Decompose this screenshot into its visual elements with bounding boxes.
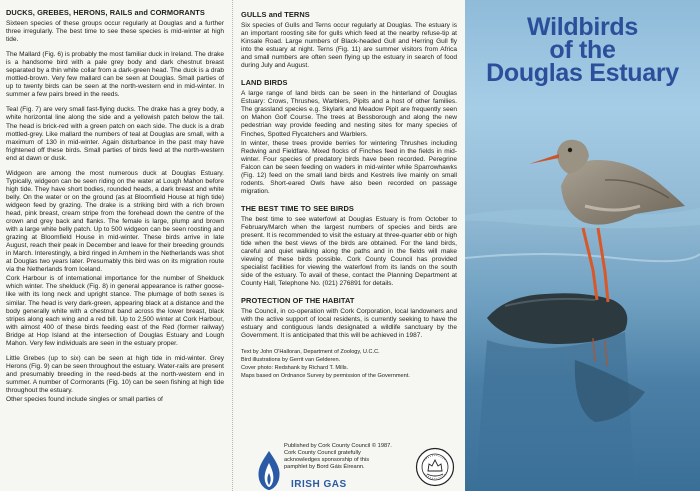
credit-text-author: Text by John O'Halloran, Department of Zoology, U.C.C. [241, 348, 380, 355]
paragraph-other-species: Other species found include singles or small parties of [6, 396, 163, 404]
paragraph-teal: Teal (Fig. 7) are very small fast-flying ducks. The drake has a grey body, a white horizontal line along the side and a yellowish patch below the tail. The head is brick-red with a green patch on each side. The duck is a drab mottled-grey. Like mallard the numbers of teal at Douglas are small, with a maximum of 130 in mid-winter. Again disturbance in the past may have frightened off these birds. Small parties of birds feed at the north-western end at dawn or dusk. [6, 106, 224, 162]
irish-gas-flame-icon [253, 449, 285, 491]
rock-shape [487, 293, 627, 344]
credit-illustrations: Bird illustrations by Gerrit van Gelderen. [241, 356, 341, 363]
section-heading-land-birds: LAND BIRDS [241, 78, 288, 88]
credits-block [241, 349, 457, 380]
cover-panel [465, 0, 700, 491]
publisher-line: Published by Cork County Council © 1987. [284, 443, 392, 449]
paragraph-protection: The Council, in co-operation with Cork Corporation, local landowners and with the active support of local residents, is currently seeking to have the estuary and contiguous lands designated a wildlife sanctuary by the Government. It is anticipated that this will be achieved in 1987. [241, 308, 457, 340]
paragraph-gulls: Six species of Gulls and Terns occur regularly at Douglas. The estuary is an important roosting site for gulls which feed at the nearby refuse-tip at Kinsale Road. Large numbers of Black-headed Gull and Herring Gull fly into the estuary at night. Terns (Fig. 11) are summer visitors from Africa and small numbers are often seen flying up the estuary in search of food during July and August. [241, 22, 457, 70]
paragraph-widgeon: Widgeon are among the most numerous duck at Douglas Estuary. Typically, widgeon can be seen riding on the water at Lough Mahon before high tide. They have short bodies, rounded heads, a dark breast and white belly. On the water or on the ground (as at Bloomfield House at high tide) widgeon feed by grazing. The drake is a striking bird with a rich brown head, pink breast, cream stripe from the forehead down the centre of the crown and grey back and flanks. The female is large, plump and brown with a large white belly patch. Up to 500 widgeon can be seen roosting and grazing at Bloomfield House in mid-winter. These birds arrive in late August, reach their peak in December and leave for their breeding grounds in March. Interestingly, a bird ringed in Arnhem in the Netherlands was shot at Douglas two years later. Presumably this bird was on its migration route via the Netherlands from Iceland. [6, 169, 224, 274]
credit-maps: Maps based on Ordnance Survey by permission of the Government. [241, 372, 410, 379]
paragraph-land-birds-1: A large range of land birds can be seen in the hinterland of Douglas Estuary: Crows, Thrushes, Warblers, Pipits and a host of other families. The grassland species e.g. Skylark and Meadow Pipit are frequently seen on Mahon Golf Course. The trees at Bessborough and along the new pedestrian way provide feeding and nesting sites for many species of Finches, Spotted Flycatchers and Warblers. [241, 90, 457, 138]
paragraph-land-birds-2: In winter, these trees provide berries for wintering Thrushes including Redwing and Fieldfare. Mixed flocks of Finches feed in the fields in mid-winter. Four species of predatory birds have been recorded. Peregrine Falcon can be seen feeding on waders in mid-winter while Sparrowhawks (Fig. 12) feed on the small land birds and Kestrels live mainly on small rodents. Short-eared Owls have also been recorded on passage migration. [241, 139, 457, 195]
paragraph-shelduck: Cork Harbour is of international importance for the number of Shelduck which winter. The shelduck (Fig. 8) in general appearance is rather goose-like with its long neck and upright stance. The plumage of both sexes is similar. The head is very dark-green, appearing black at a distance and the body generally white with a chestnut band across the lower breast, black stripes along each wing and a red bill. Up to 2,500 winter at Cork Harbour, with almost 400 of these birds feeding east of the Red (former railway) Bridge at Hop Island at the intersection of Douglas Estuary and Lough Mahon. Very few individuals are seen in the estuary proper. [6, 275, 224, 347]
publisher-line: pamphlet by Bord Gáis Éireann. [284, 464, 365, 470]
publisher-text [284, 443, 410, 471]
paragraph-intro: Sixteen species of these groups occur regularly at Douglas and a further three irregularly. The best time to see these species is mid-winter at high tide. [6, 20, 224, 44]
cover-title-line-2: of the [549, 36, 616, 64]
paragraph-best-time: The best time to see waterfowl at Douglas Estuary is from October to February/March when the largest numbers of species and birds are present. It is recommended to visit the estuary at three-quarter ebb or high tide when the best views of the birds are obtained. For the land birds, careful and quiet walking along the paths and in the fields will make viewing of these birds possible. Cork County Council has provided specialist facilities for viewing the waterfowl from its lands on the south side of the estuary. To avail of these, contact the Planning Department at County Hall, Telephone No. (021) 276891 for details. [241, 215, 457, 288]
credit-cover-photo: Cover photo: Redshank by Richard T. Mills. [241, 364, 349, 371]
section-heading-best-time: THE BEST TIME TO SEE BIRDS [241, 203, 354, 213]
cover-title-line-3: Douglas Estuary [486, 59, 679, 87]
publisher-line: acknowledges sponsorship of this [284, 457, 370, 463]
section-heading-ducks: DUCKS, GREBES, HERONS, RAILS and CORMORANTS [6, 8, 205, 17]
publisher-block [233, 441, 465, 491]
middle-column [232, 0, 465, 491]
cover-title [465, 13, 700, 87]
cover-title-line-1: Wildbirds [527, 13, 638, 41]
section-heading-protection: PROTECTION OF THE HABITAT [241, 296, 355, 306]
irish-gas-logo: IRISH GAS [291, 479, 347, 490]
section-heading-gulls: GULLS and TERNS [241, 10, 310, 19]
cork-county-council-seal-icon [415, 447, 455, 487]
left-column [0, 0, 232, 491]
paragraph-grebes: Little Grebes (up to six) can be seen at high tide in mid-winter. Grey Herons (Fig. 9) can be seen throughout the estuary. Water-rails are present and presumably breeding in the reed-beds at the north-western end in summer. A number of Cormorants (Fig. 10) can be seen fishing at high tide throughout the estuary. [6, 354, 224, 394]
publisher-line: Cork County Council gratefully [284, 450, 361, 456]
paragraph-mallard: The Mallard (Fig. 6) is probably the most familiar duck in Ireland. The drake is a handsome bird with a pale grey body and dark chestnut breast separated by a thin white collar from a dark-green head. The duck is a drab mottled-brown. Very few mallard can be seen at Douglas. Small parties of up to twenty birds can be seen at the north-western end in mid-winter. In summer a few pairs breed in the reeds. [6, 51, 224, 99]
